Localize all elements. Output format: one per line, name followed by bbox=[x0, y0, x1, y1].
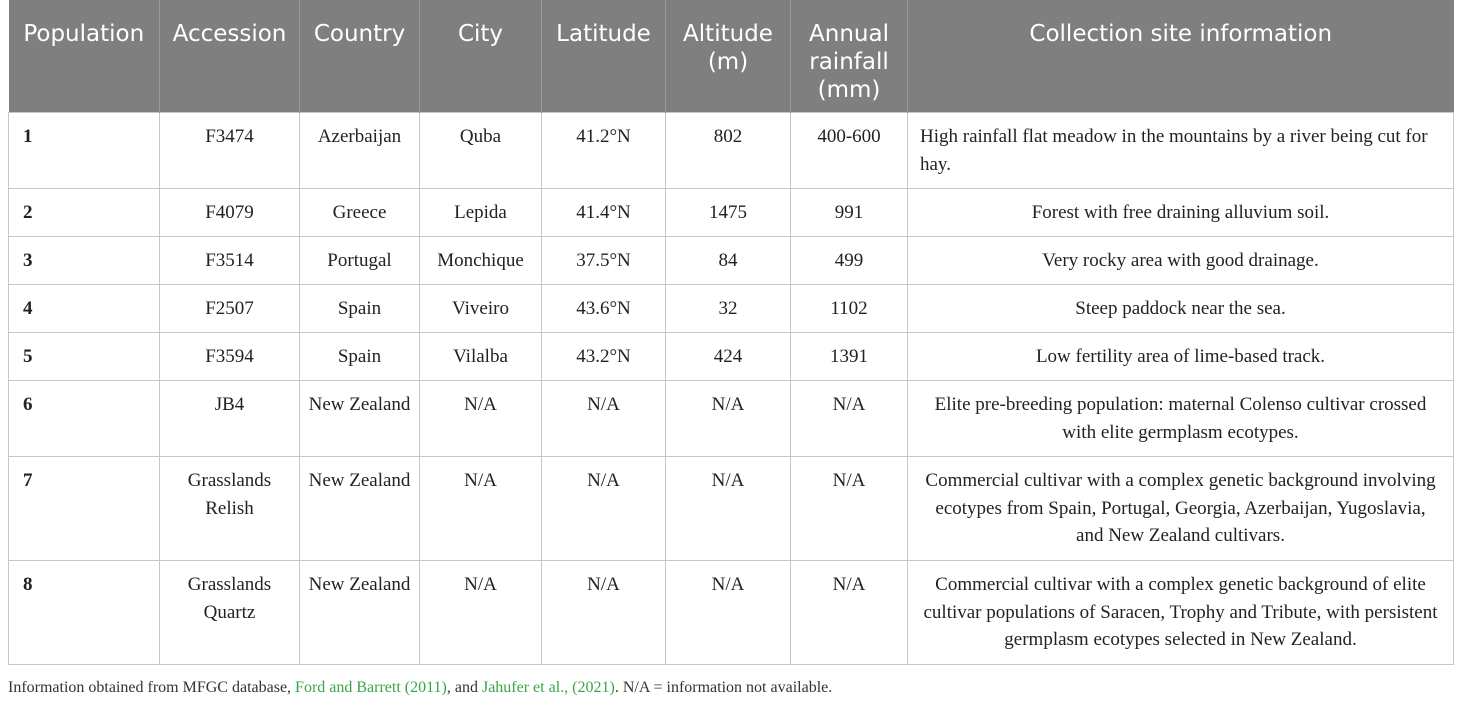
cell-population: 1 bbox=[9, 113, 160, 189]
cell-collection-site: High rainfall flat meadow in the mountains by a river being cut for hay. bbox=[908, 113, 1454, 189]
cell-accession: Grasslands Relish bbox=[160, 457, 300, 561]
table-row bbox=[9, 285, 1454, 333]
cell-rainfall: 1391 bbox=[791, 333, 908, 381]
cell-rainfall: N/A bbox=[791, 381, 908, 457]
cell-accession: F3514 bbox=[160, 237, 300, 285]
cell-collection-site: Forest with free draining alluvium soil. bbox=[908, 189, 1454, 237]
cell-country: Greece bbox=[300, 189, 420, 237]
cell-country: Portugal bbox=[300, 237, 420, 285]
cell-city: Quba bbox=[420, 113, 542, 189]
table-row bbox=[9, 457, 1454, 561]
cell-city: N/A bbox=[420, 381, 542, 457]
cell-collection-site: Commercial cultivar with a complex genetic background involving ecotypes from Spain, Portugal, Georgia, Azerbaijan, Yugoslavia, and New Zealand cultivars. bbox=[908, 457, 1454, 561]
cell-latitude: 41.4°N bbox=[542, 189, 666, 237]
cell-rainfall: N/A bbox=[791, 457, 908, 561]
cell-country: New Zealand bbox=[300, 561, 420, 665]
cell-accession: F2507 bbox=[160, 285, 300, 333]
header-country: Country bbox=[300, 0, 420, 113]
table-row bbox=[9, 189, 1454, 237]
cell-altitude: 802 bbox=[666, 113, 791, 189]
cell-city: Monchique bbox=[420, 237, 542, 285]
cell-collection-site: Commercial cultivar with a complex genetic background of elite cultivar populations of Saracen, Trophy and Tribute, with persistent germplasm ecotypes selected in New Zealand. bbox=[908, 561, 1454, 665]
cell-rainfall: N/A bbox=[791, 561, 908, 665]
header-city: City bbox=[420, 0, 542, 113]
cell-rainfall: 991 bbox=[791, 189, 908, 237]
cell-collection-site: Elite pre-breeding population: maternal Colenso cultivar crossed with elite germplasm ecotypes. bbox=[908, 381, 1454, 457]
cell-population: 6 bbox=[9, 381, 160, 457]
cell-city: Viveiro bbox=[420, 285, 542, 333]
cell-latitude: 41.2°N bbox=[542, 113, 666, 189]
cell-accession: F3594 bbox=[160, 333, 300, 381]
cell-city: N/A bbox=[420, 561, 542, 665]
footnote-middle: , and bbox=[446, 679, 482, 696]
cell-accession: F4079 bbox=[160, 189, 300, 237]
table-row bbox=[9, 561, 1454, 665]
cell-latitude: N/A bbox=[542, 381, 666, 457]
population-table bbox=[8, 0, 1454, 665]
cell-altitude: 424 bbox=[666, 333, 791, 381]
cell-population: 8 bbox=[9, 561, 160, 665]
table-row bbox=[9, 381, 1454, 457]
footnote-suffix: . N/A = information not available. bbox=[614, 679, 833, 696]
cell-collection-site: Steep paddock near the sea. bbox=[908, 285, 1454, 333]
cell-accession: JB4 bbox=[160, 381, 300, 457]
cell-population: 4 bbox=[9, 285, 160, 333]
cell-latitude: 43.2°N bbox=[542, 333, 666, 381]
cell-latitude: 37.5°N bbox=[542, 237, 666, 285]
cell-rainfall: 1102 bbox=[791, 285, 908, 333]
cell-accession: Grasslands Quartz bbox=[160, 561, 300, 665]
cell-city: Vilalba bbox=[420, 333, 542, 381]
reference-link-ford-barrett[interactable]: Ford and Barrett (2011) bbox=[295, 679, 447, 696]
cell-city: Lepida bbox=[420, 189, 542, 237]
cell-country: Spain bbox=[300, 285, 420, 333]
cell-country: New Zealand bbox=[300, 381, 420, 457]
cell-latitude: N/A bbox=[542, 457, 666, 561]
cell-latitude: N/A bbox=[542, 561, 666, 665]
cell-population: 5 bbox=[9, 333, 160, 381]
cell-population: 3 bbox=[9, 237, 160, 285]
table-row bbox=[9, 237, 1454, 285]
table-footnote bbox=[8, 679, 832, 697]
cell-altitude: 32 bbox=[666, 285, 791, 333]
cell-latitude: 43.6°N bbox=[542, 285, 666, 333]
header-collection-site: Collection site information bbox=[908, 0, 1454, 113]
header-altitude: Altitude (m) bbox=[666, 0, 791, 113]
header-latitude: Latitude bbox=[542, 0, 666, 113]
cell-city: N/A bbox=[420, 457, 542, 561]
cell-country: New Zealand bbox=[300, 457, 420, 561]
footnote-prefix: Information obtained from MFGC database, bbox=[8, 679, 296, 696]
cell-collection-site: Low fertility area of lime-based track. bbox=[908, 333, 1454, 381]
cell-altitude: 84 bbox=[666, 237, 791, 285]
reference-link-jahufer[interactable]: Jahufer et al., (2021) bbox=[481, 679, 615, 696]
header-population: Population bbox=[9, 0, 160, 113]
cell-accession: F3474 bbox=[160, 113, 300, 189]
cell-rainfall: 400-600 bbox=[791, 113, 908, 189]
cell-population: 7 bbox=[9, 457, 160, 561]
table-row bbox=[9, 333, 1454, 381]
cell-altitude: N/A bbox=[666, 381, 791, 457]
header-row bbox=[9, 0, 1454, 113]
cell-altitude: 1475 bbox=[666, 189, 791, 237]
header-accession: Accession bbox=[160, 0, 300, 113]
cell-population: 2 bbox=[9, 189, 160, 237]
header-rainfall: Annual rainfall (mm) bbox=[791, 0, 908, 113]
cell-altitude: N/A bbox=[666, 457, 791, 561]
cell-rainfall: 499 bbox=[791, 237, 908, 285]
cell-collection-site: Very rocky area with good drainage. bbox=[908, 237, 1454, 285]
cell-altitude: N/A bbox=[666, 561, 791, 665]
table-row bbox=[9, 113, 1454, 189]
cell-country: Azerbaijan bbox=[300, 113, 420, 189]
cell-country: Spain bbox=[300, 333, 420, 381]
